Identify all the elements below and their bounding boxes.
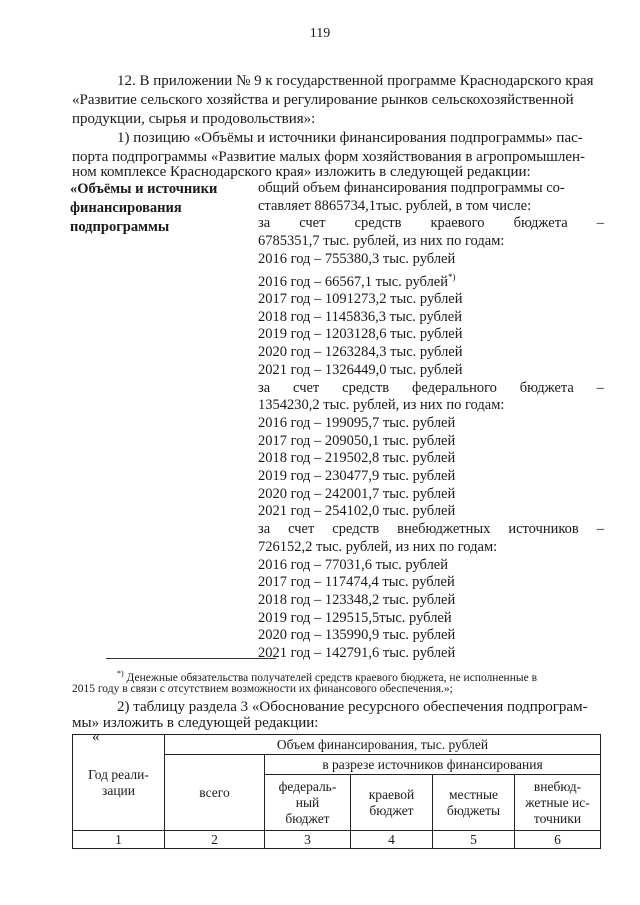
column-number: 2 (165, 831, 265, 849)
para2-line-2: мы» изложить в следующей редакции: (72, 715, 319, 731)
word: бюджета (519, 379, 574, 396)
intro-line-5: порта подпрограммы «Развитие малых форм хозяйствования в агропромышлен- (72, 149, 585, 165)
word: счет (288, 521, 315, 538)
regional-year-2021: 2021 год – 1326449,0 тыс. рублей (258, 361, 463, 378)
federal-year-2017: 2017 год – 209050,1 тыс. рублей (258, 432, 456, 449)
word: средств (354, 215, 402, 232)
header-federal (265, 775, 351, 831)
header-regional-line-2: бюджет (369, 802, 414, 818)
header-extra-line-3: точники (533, 810, 582, 826)
header-extra-line-1: внебюд- (533, 778, 582, 794)
regional-budget-line (258, 215, 604, 233)
extrabudgetary-total: 726152,2 тыс. рублей, из них по годам: (258, 538, 498, 555)
footnote-divider (106, 658, 276, 659)
column-number: 1 (73, 831, 165, 849)
page-number: 119 (309, 26, 331, 41)
regional-year-2020: 2020 год – 1263284,3 тыс. рублей (258, 344, 463, 361)
regional-year-2016-extra-text: 2016 год – 66567,1 тыс. рублей (258, 273, 449, 290)
opening-quote: « (92, 729, 100, 745)
header-year-line-1: Год реали- (88, 766, 149, 782)
total-line-1: общий объем финансирования подпрограммы со- (258, 180, 565, 196)
federal-year-2018: 2018 год – 219502,8 тыс. рублей (258, 450, 456, 467)
extra-year-2017: 2017 год – 117474,4 тыс. рублей (258, 574, 455, 591)
intro-line-4: 1) позицию «Объёмы и источники финансирования подпрограммы» пас- (117, 130, 583, 146)
financing-label-line-2: финансирования (70, 200, 182, 216)
header-local (433, 775, 515, 831)
regional-year-2019: 2019 год – 1203128,6 тыс. рублей (258, 326, 463, 343)
word: счет (293, 379, 320, 396)
extra-year-2019: 2019 год – 129515,5тыс. рублей (258, 609, 452, 626)
header-regional-line-1: краевой (368, 786, 415, 802)
financing-details (258, 180, 604, 663)
header-local-line-1: местные (448, 786, 499, 802)
federal-budget-total: 1354230,2 тыс. рублей, из них по годам: (258, 397, 505, 414)
header-regional (351, 775, 433, 831)
footnote-text-1: Денежные обязательства получателей средств краевого бюджета, не исполненные в (123, 671, 537, 684)
header-federal-line-3: бюджет (285, 810, 330, 826)
word: средств (342, 379, 390, 396)
column-number: 4 (351, 831, 433, 849)
column-number: 3 (265, 831, 351, 849)
word: за (258, 215, 271, 232)
column-number: 6 (515, 831, 601, 849)
header-federal-line-2: ный (295, 794, 320, 810)
federal-year-2019: 2019 год – 230477,9 тыс. рублей (258, 468, 456, 485)
intro-line-3: продукции, сырья и продовольствия»: (72, 111, 316, 127)
header-total: всего (165, 755, 265, 831)
intro-line-1: 12. В приложении № 9 к государственной программе Краснодарского края (117, 73, 594, 89)
word: за (258, 379, 271, 396)
word: счет (299, 215, 326, 232)
federal-year-2020: 2020 год – 242001,7 тыс. рублей (258, 485, 456, 502)
word: за (258, 521, 271, 538)
federal-year-2021: 2021 год – 254102,0 тыс. рублей (258, 503, 456, 520)
header-extrabudgetary (515, 775, 601, 831)
regional-year-2018: 2018 год – 1145836,3 тыс. рублей (258, 308, 462, 325)
para2-line-1: 2) таблицу раздела 3 «Обоснование ресурсного обеспечения подпрограм- (117, 699, 588, 715)
footnote-line-2: 2015 году в связи с отсутствием возможности их финансового обеспечения.»; (72, 683, 453, 695)
extra-year-2018: 2018 год – 123348,2 тыс. рублей (258, 592, 456, 608)
header-year-line-2: зации (102, 782, 135, 798)
word: средств (332, 521, 380, 538)
word: внебюджетных (397, 521, 491, 538)
word: – (596, 521, 604, 538)
footnote-mark: *) (448, 271, 456, 282)
regional-year-2016: 2016 год – 755380,3 тыс. рублей (258, 250, 456, 267)
extra-year-2016: 2016 год – 77031,6 тыс. рублей (258, 556, 449, 573)
financing-table (72, 734, 601, 849)
word: бюджета (513, 215, 568, 232)
federal-year-2016: 2016 год – 199095,7 тыс. рублей (258, 414, 456, 431)
extrabudgetary-line (258, 521, 604, 539)
regional-year-2016-extra (258, 269, 604, 292)
word: краевого (430, 215, 485, 232)
header-local-line-2: бюджеты (446, 802, 501, 818)
footnote-marker: *) (117, 669, 124, 678)
header-sources: в разрезе источников финансирования (265, 755, 601, 775)
regional-year-2017: 2017 год – 1091273,2 тыс. рублей (258, 291, 463, 308)
intro-line-6: ном комплексе Краснодарского края» изложить в следующей редакции: (72, 164, 531, 180)
header-financing-volume: Объем финансирования, тыс. рублей (165, 735, 601, 755)
word: – (596, 379, 604, 396)
financing-label-line-1: «Объёмы и источники (70, 181, 218, 197)
word: – (596, 215, 604, 232)
total-line-2: ставляет 8865734,1тыс. рублей, в том числе: (258, 197, 532, 214)
financing-label (70, 180, 217, 237)
column-number-row (73, 831, 601, 849)
extra-year-2020: 2020 год – 135990,9 тыс. рублей (258, 627, 456, 644)
extra-year-2021: 2021 год – 142791,6 тыс. рублей (258, 645, 456, 662)
financing-label-line-3: подпрограммы (70, 219, 170, 235)
header-year (73, 735, 165, 831)
federal-budget-line (258, 380, 604, 398)
column-number: 5 (433, 831, 515, 849)
header-federal-line-1: федераль- (278, 778, 337, 794)
header-extra-line-2: жетные ис- (525, 794, 590, 810)
regional-budget-total: 6785351,7 тыс. рублей, из них по годам: (258, 233, 505, 250)
word: источников (508, 521, 579, 538)
word: федерального (411, 379, 497, 396)
intro-line-2: «Развитие сельского хозяйства и регулирование рынков сельскохозяйственной (72, 92, 574, 108)
